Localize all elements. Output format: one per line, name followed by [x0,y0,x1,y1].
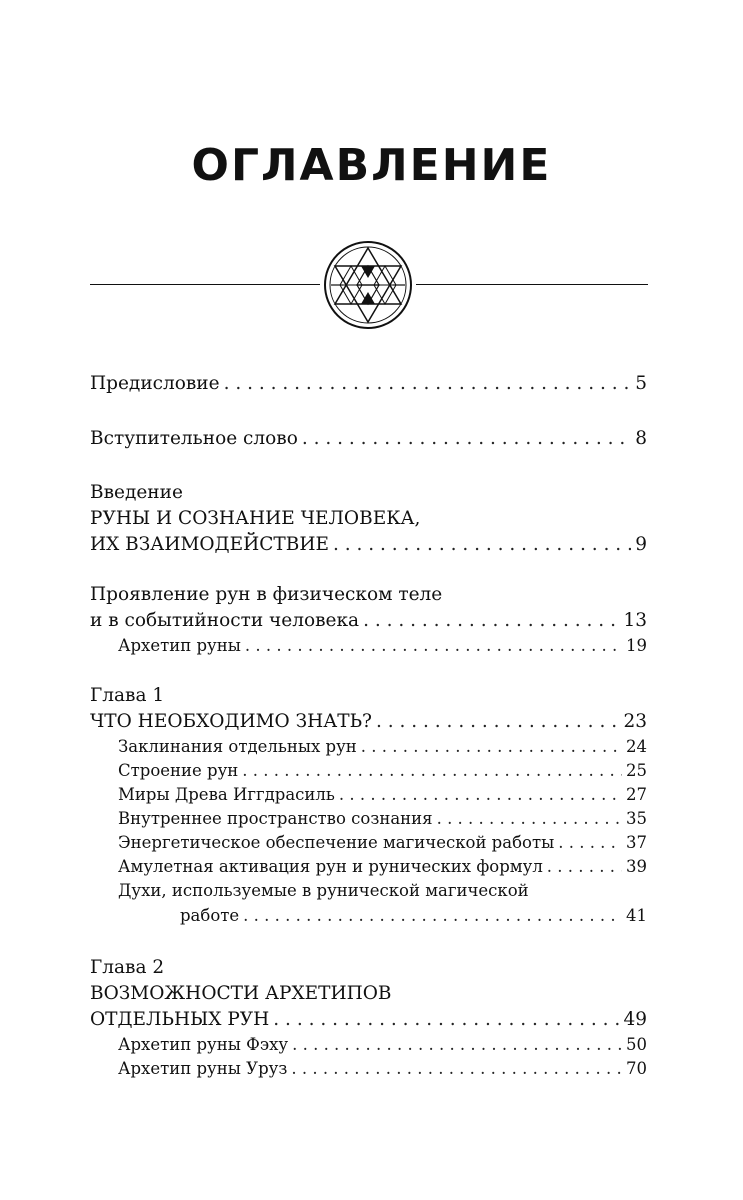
toc-entry-ch2-2[interactable]: Архетип руны Уруз . . . 70 [118,1057,647,1081]
toc-manifestation-line1: Проявление рун в физическом теле [90,584,443,605]
rune-emblem-icon [323,240,413,330]
toc-entry-ch1-5[interactable]: Энергетическое обеспечение магической работы . . . 37 [118,831,647,855]
page-title: ОГЛАВЛЕНИЕ [191,140,552,191]
toc-introduction-label: Введение [90,482,183,503]
toc-introduction-title-line1: РУНЫ И СОЗНАНИЕ ЧЕЛОВЕКА, [90,508,421,529]
toc-entry-ch1-3[interactable]: Миры Древа Иггдрасиль . . . 27 [118,783,647,807]
toc-entry-ch1-6[interactable]: Амулетная активация рун и рунических формул . . . 39 [118,855,647,879]
toc-chapter2-label: Глава 2 [90,957,165,978]
divider-right [416,284,648,285]
toc-entry-ch1-2[interactable]: Строение рун . . . 25 [118,759,647,783]
toc-entry-introduction[interactable]: ИХ ВЗАИМОДЕЙСТВИЕ . . . 9 [90,533,647,557]
toc-chapter1-label: Глава 1 [90,685,165,706]
toc-entry-chapter2[interactable]: ОТДЕЛЬНЫХ РУН . . . 49 [90,1008,647,1032]
toc-entry-ch2-1[interactable]: Архетип руны Фэху . . . 50 [118,1033,647,1057]
toc-entry-ch1-1[interactable]: Заклинания отдельных рун . . . 24 [118,735,647,759]
toc-entry-ch1-4[interactable]: Внутреннее пространство сознания . . . 35 [118,807,647,831]
toc-entry-rune-archetype[interactable]: Архетип руны . . . 19 [118,634,647,658]
toc-chapter2-title-line1: ВОЗМОЖНОСТИ АРХЕТИПОВ [90,983,392,1004]
toc-entry-intro-word[interactable]: Вступительное слово . . . 8 [90,427,647,451]
toc-entry-chapter1[interactable]: ЧТО НЕОБХОДИМО ЗНАТЬ? . . . 23 [90,710,647,734]
toc-entry-manifestation[interactable]: и в событийности человека . . . 13 [90,609,647,633]
toc-entry-preface[interactable]: Предисловие . . . 5 [90,372,647,396]
toc-entry-spirits[interactable]: работе . . . 41 [180,904,647,928]
toc-spirits-line1: Духи, используемые в рунической магической [118,881,529,900]
divider-left [90,284,320,285]
